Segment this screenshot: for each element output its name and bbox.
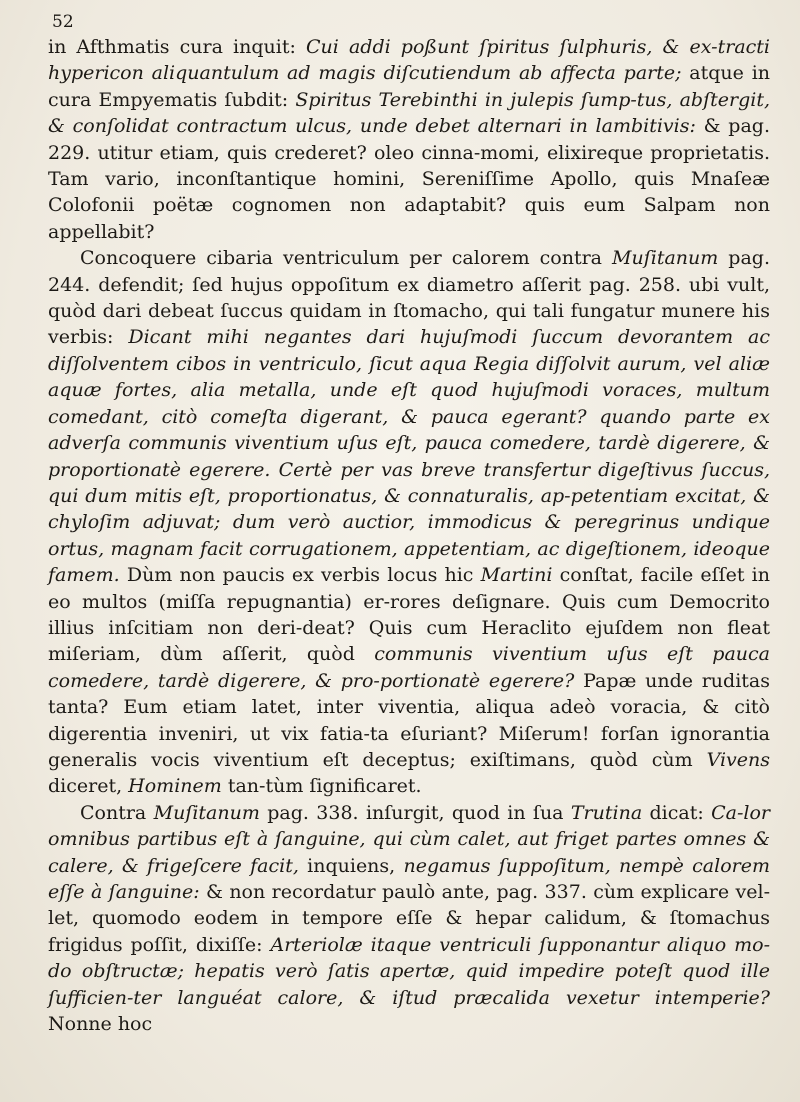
italic-text-run: Vivens <box>706 748 770 771</box>
paragraph-2 <box>48 245 770 800</box>
text-run: atque in cura Empyematis ſubdit: <box>48 62 771 111</box>
text-run: & non recordatur paulò ante, pag. 337. cùm explicare vel-let, quomodo eodem in tempore eſſe & hepar calidum, & ſtomachus frigidus poſſit, dixiſſe: <box>48 881 770 956</box>
italic-text-run: Muſitanum <box>612 247 719 270</box>
paragraph-1 <box>48 34 770 245</box>
text-run: in Afthmatis cura inquit: <box>48 36 306 58</box>
text-run: Contra <box>80 801 154 824</box>
text-run: Nonne hoc <box>48 1013 153 1036</box>
text-run: Dùm non paucis ex verbis locus hic <box>119 564 481 587</box>
italic-text-run: Dicant mihi negantes dari hujuſmodi ſuccum devorantem ac diſſolventem cibos in ventriculo, ſicut aqua Regia diſſolvit aurum, vel aliæ aquæ fortes, alia metalla, unde eſt quod hujuſmodi voraces, multum comedant, citò comeſta digerant, & pauca egerant? quando parte ex adverſa communis viventium uſus eſt, pauca comedere, tardè digerere, & proportionatè egerere. Certè per vas breve transfertur digeſtivus ſuccus, qui dum mitis eſt, proportionatus, & connaturalis, ap-petentiam excitat, & chyloſim adjuvat; dum verò auctior, immodicus & peregrinus undique ortus, magnam facit corrugationem, appetentiam, ac digeſtionem, ideoque famem. <box>48 326 771 587</box>
italic-text-run: Hominem <box>128 775 222 798</box>
italic-text-run: Arteriolæ itaque ventriculi ſupponantur aliquo mo-do obſtructæ; hepatis verò ſatis apertæ, quid impedire poteſt quod ille ſufficien-ter languéat calore, & iſtud præcalida vexetur intemperie? <box>48 933 771 1009</box>
text-run: tan-tùm ſignificaret. <box>221 775 422 798</box>
paragraph-3 <box>48 800 770 1038</box>
text-run: pag. 338. inſurgit, quod in ſua <box>259 801 571 824</box>
text-run: dicat: <box>642 801 712 824</box>
italic-text-run: Trutina <box>570 801 643 824</box>
italic-text-run: negamus ſuppoſitum, nempè calorem eſſe à ſanguine: <box>48 854 770 903</box>
italic-text-run: Ca-lor omnibus partibus eſt à ſanguine, qui cùm calet, aut friget partes omnes & calere, & frigeſcere facit, <box>48 801 771 877</box>
page-number: 52 <box>52 12 74 32</box>
italic-text-run: Spiritus Terebinthi in julepis ſump-tus, abſtergit, & conſolidat contractum ulcus, unde debet alternari in lambitivis: <box>48 88 771 138</box>
text-body <box>48 34 770 1037</box>
italic-text-run: Cui addi poßunt ſpiritus ſulphuris, & ex-tracti hypericon aliquantulum ad magis diſcutiendum ab affecta parte; <box>48 36 770 85</box>
italic-text-run: communis viventium uſus eſt pauca comedere, tardè digerere, & pro-portionatè egerere? <box>48 643 770 692</box>
text-run: inquiens, <box>298 854 404 877</box>
text-run: pag. 244. defendit; ſed hujus oppoſitum ex diametro aſſerit pag. 258. ubi vult, quòd dari debeat ſuccus quidam in ſtomacho, qui tali fungatur munere his verbis: <box>48 247 770 349</box>
text-run: diceret, <box>48 775 129 798</box>
text-run: Concoquere cibaria ventriculum per calorem contra <box>80 247 613 270</box>
text-run: & pag. 229. utitur etiam, quis crederet? oleo cinna-momi, elixireque proprietatis. Tam vario, inconſtantique homini, Sereniſſime Apollo, quis Mnaſeæ Colofonii poëtæ cognomen non adaptabit? quis eum Salpam non appellabit? <box>48 115 770 243</box>
italic-text-run: Muſitanum <box>153 801 260 824</box>
text-run: conſtat, facile eſſet in eo multos (miſſa repugnantia) er-rores deſignare. Quis cum Democrito illius inſcitiam non deri-deat? Quis cum Heraclito ejuſdem non fleat miſeriam, dùm aſſerit, quòd <box>48 564 770 666</box>
text-run: Papæ unde ruditas tanta? Eum etiam latet, inter viventia, aliqua adeò voracia, & citò digerentia inveniri, ut vix fatia-ta eſuriant? Miſerum! forſan ignorantia generalis vocis viventium eſt deceptus; exiſtimans, quòd cùm <box>48 669 770 771</box>
italic-text-run: Martini <box>480 564 553 587</box>
